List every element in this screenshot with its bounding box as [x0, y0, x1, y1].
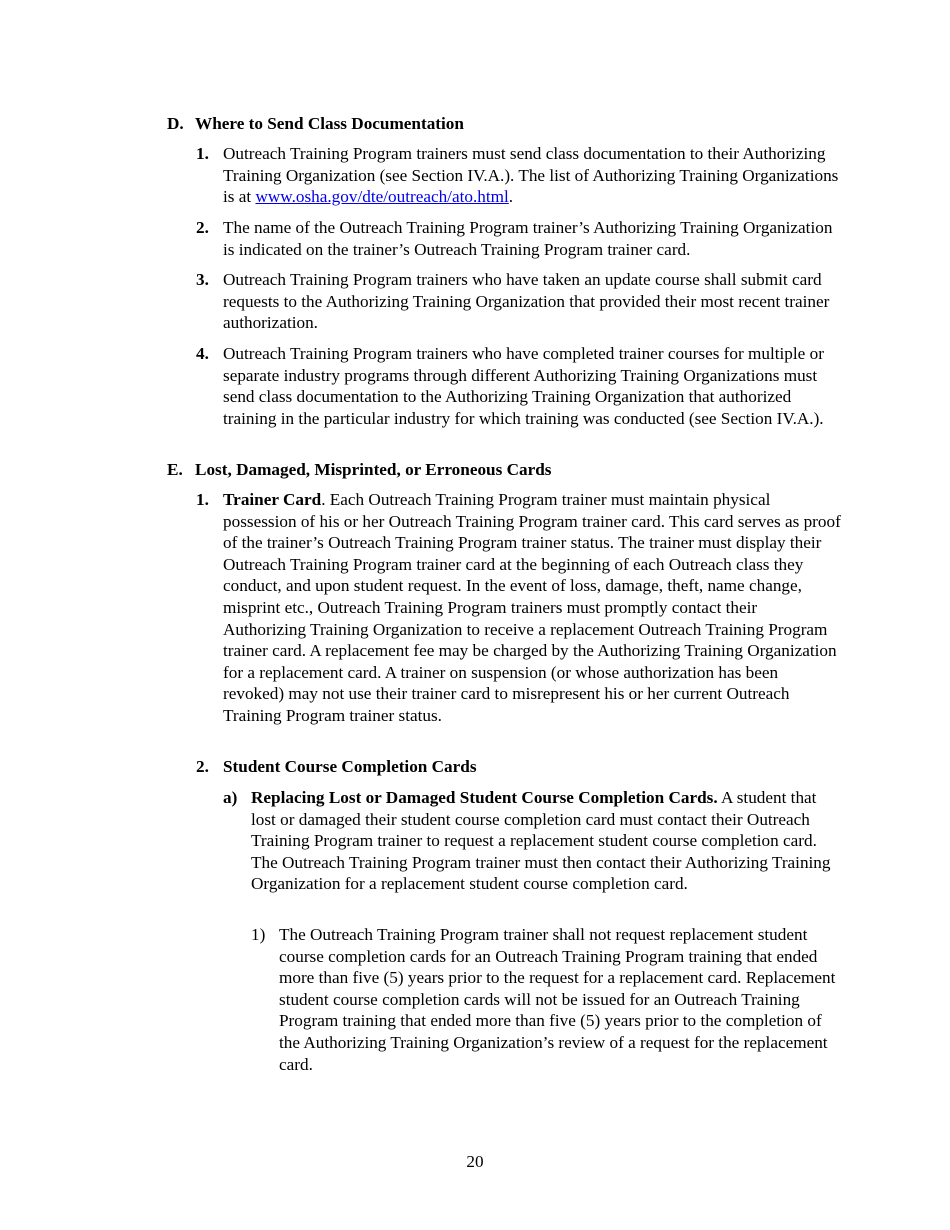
item-text: The name of the Outreach Training Program trainer’s Authorizing Training Organization is indicated on the trainer’s Outreach Training Program trainer card.	[223, 218, 833, 259]
section-d-item-2	[196, 217, 841, 260]
section-e-item-2	[196, 756, 841, 778]
item-text: Trainer Card. Each Outreach Training Program trainer must maintain physical possession of his or her Outreach Training Program trainer card. This card serves as proof of the trainer’s Outreach Training Program trainer status. The trainer must display their Outreach Training Program trainer card at the beginning of each Outreach class they conduct, and upon student request. In the event of loss, damage, theft, name change, misprint etc., Outreach Training Program trainers must promptly contact their Authorizing Training Organization to receive a replacement Outreach Training Program trainer card. A replacement fee may be charged by the Authorizing Training Organization for a replacement card. A trainer on suspension (or whose authorization has been revoked) may not use their trainer card to misrepresent his or her current Outreach Training Program trainer status.	[223, 490, 841, 725]
trainer-card-heading: Trainer Card	[223, 490, 322, 509]
section-e-heading	[167, 459, 552, 481]
section-e-title: Lost, Damaged, Misprinted, or Erroneous Cards	[195, 460, 552, 479]
item-number: 1.	[196, 144, 209, 163]
item-text: The Outreach Training Program trainer shall not request replacement student course completion cards for an Outreach Training Program training that ended more than five (5) years prior to the request for a replacement card. Replacement student course completion cards will not be issued for an Outreach Training Program training that ended more than five (5) years prior to the completion of the Authorizing Training Organization’s review of a request for the replacement card.	[279, 925, 836, 1074]
item-text: Outreach Training Program trainers who have completed trainer courses for multiple or separate industry programs through different Authorizing Training Organizations must send class documentation to the Authorizing Training Organization that authorized training in the particular industry for which training was conducted (see Section IV.A.).	[223, 344, 824, 428]
section-d-item-4	[196, 343, 841, 429]
item-number: 2.	[196, 757, 209, 776]
section-d-item-3	[196, 269, 841, 334]
item-number: 1.	[196, 490, 209, 509]
page-number: 20	[466, 1152, 484, 1171]
item-text: Outreach Training Program trainers who have taken an update course shall submit card requests to the Authorizing Training Organization that provided their most recent trainer authorization.	[223, 270, 830, 333]
section-e-label: E.	[167, 460, 183, 479]
section-d-label: D.	[167, 114, 184, 133]
ato-list-link[interactable]: www.osha.gov/dte/outreach/ato.html	[255, 187, 509, 207]
item-text: Replacing Lost or Damaged Student Course Completion Cards. A student that lost or damaged their student course completion card must contact their Outreach Training Program trainer to request a replacement student course completion card. The Outreach Training Program trainer must then contact their Authorizing Training Organization for a replacement student course completion card.	[251, 788, 831, 894]
item-number: 2.	[196, 218, 209, 237]
section-d-title: Where to Send Class Documentation	[195, 114, 464, 133]
section-e-item-2a-1	[251, 924, 841, 1075]
item-number: 3.	[196, 270, 209, 289]
item-number: a)	[223, 788, 238, 807]
item-number: 1)	[251, 925, 266, 944]
section-e-item-1	[196, 489, 841, 727]
section-d-item-1	[196, 143, 841, 208]
student-cards-heading: Student Course Completion Cards	[223, 757, 477, 776]
item-text: Outreach Training Program trainers must send class documentation to their Authorizing Training Organization (see Section IV.A.). The list of Authorizing Training Organizations is at www.osha.gov/dte/outreach/ato.html.	[223, 144, 839, 207]
item-number: 4.	[196, 344, 209, 363]
section-d-heading	[167, 113, 464, 135]
replacing-cards-heading: Replacing Lost or Damaged Student Course Completion Cards.	[251, 788, 718, 807]
section-e-item-2a	[223, 787, 843, 895]
